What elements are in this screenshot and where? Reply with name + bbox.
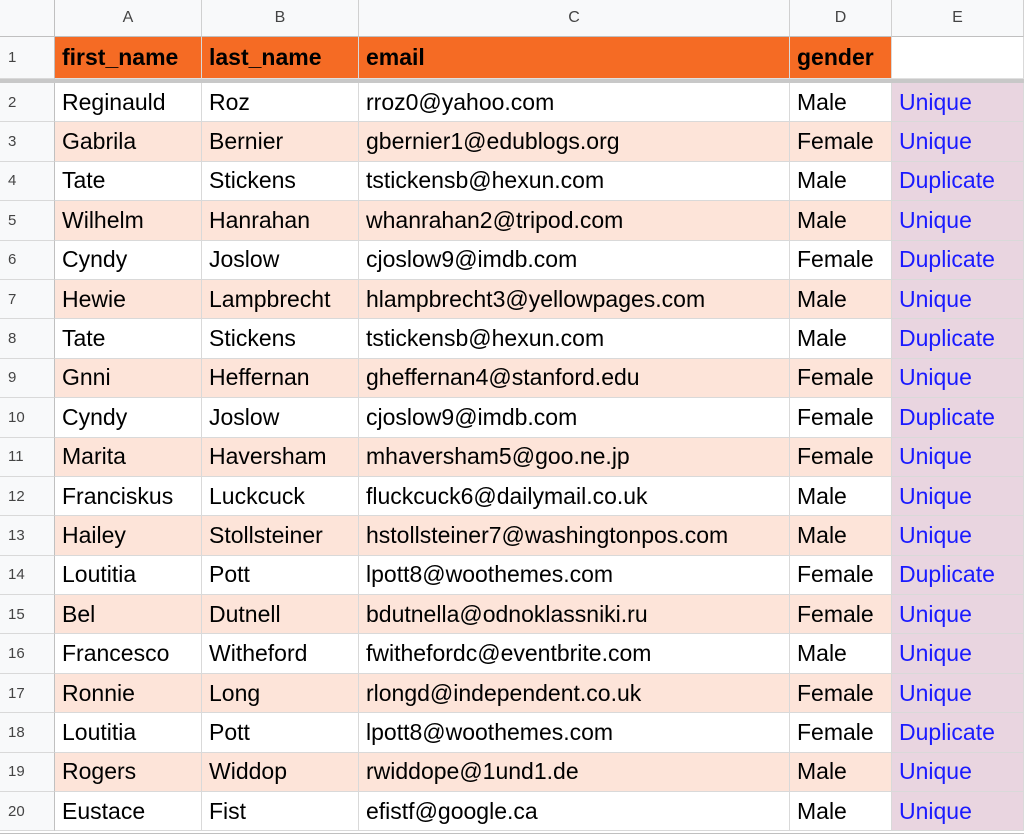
- cell-last-name[interactable]: Dutnell: [202, 595, 359, 634]
- cell-status[interactable]: Unique: [892, 792, 1024, 831]
- cell-last-name[interactable]: Bernier: [202, 122, 359, 161]
- cell-gender[interactable]: Female: [790, 556, 892, 595]
- cell-last-name[interactable]: Stollsteiner: [202, 516, 359, 555]
- cell-gender[interactable]: Male: [790, 634, 892, 673]
- cell-last-name[interactable]: Haversham: [202, 438, 359, 477]
- cell-email[interactable]: lpott8@woothemes.com: [359, 713, 790, 752]
- row-header[interactable]: 19: [0, 753, 55, 792]
- cell-email[interactable]: fwithefordc@eventbrite.com: [359, 634, 790, 673]
- header-cell-gender[interactable]: gender: [790, 37, 892, 79]
- cell-first-name[interactable]: Hewie: [55, 280, 202, 319]
- cell-status[interactable]: Unique: [892, 595, 1024, 634]
- row-header[interactable]: 9: [0, 359, 55, 398]
- cell-first-name[interactable]: Ronnie: [55, 674, 202, 713]
- cell-status[interactable]: Duplicate: [892, 713, 1024, 752]
- cell-gender[interactable]: Female: [790, 595, 892, 634]
- cell-last-name[interactable]: Lampbrecht: [202, 280, 359, 319]
- row-header[interactable]: 14: [0, 556, 55, 595]
- header-cell-e[interactable]: [892, 37, 1024, 79]
- header-cell-email[interactable]: email: [359, 37, 790, 79]
- cell-email[interactable]: cjoslow9@imdb.com: [359, 241, 790, 280]
- cell-email[interactable]: mhaversham5@goo.ne.jp: [359, 438, 790, 477]
- cell-status[interactable]: Duplicate: [892, 556, 1024, 595]
- row-header[interactable]: 12: [0, 477, 55, 516]
- cell-last-name[interactable]: Widdop: [202, 753, 359, 792]
- cell-last-name[interactable]: Joslow: [202, 241, 359, 280]
- cell-gender[interactable]: Male: [790, 477, 892, 516]
- cell-last-name[interactable]: Pott: [202, 713, 359, 752]
- column-header-a[interactable]: A: [55, 0, 202, 37]
- cell-status[interactable]: Duplicate: [892, 241, 1024, 280]
- cell-email[interactable]: lpott8@woothemes.com: [359, 556, 790, 595]
- row-header[interactable]: 8: [0, 319, 55, 358]
- column-header-d[interactable]: D: [790, 0, 892, 37]
- cell-gender[interactable]: Male: [790, 753, 892, 792]
- cell-status[interactable]: Unique: [892, 359, 1024, 398]
- cell-status[interactable]: Unique: [892, 634, 1024, 673]
- cell-last-name[interactable]: Pott: [202, 556, 359, 595]
- cell-first-name[interactable]: Tate: [55, 162, 202, 201]
- cell-last-name[interactable]: Stickens: [202, 319, 359, 358]
- cell-email[interactable]: bdutnella@odnoklassniki.ru: [359, 595, 790, 634]
- cell-email[interactable]: fluckcuck6@dailymail.co.uk: [359, 477, 790, 516]
- cell-first-name[interactable]: Cyndy: [55, 241, 202, 280]
- cell-first-name[interactable]: Francesco: [55, 634, 202, 673]
- row-header[interactable]: 2: [0, 83, 55, 122]
- cell-gender[interactable]: Female: [790, 398, 892, 437]
- cell-email[interactable]: hstollsteiner7@washingtonpos.com: [359, 516, 790, 555]
- row-header[interactable]: 16: [0, 634, 55, 673]
- cell-last-name[interactable]: Hanrahan: [202, 201, 359, 240]
- row-header[interactable]: 17: [0, 674, 55, 713]
- cell-last-name[interactable]: Stickens: [202, 162, 359, 201]
- cell-first-name[interactable]: Reginauld: [55, 83, 202, 122]
- row-header[interactable]: 10: [0, 398, 55, 437]
- row-header[interactable]: 13: [0, 516, 55, 555]
- cell-status[interactable]: Duplicate: [892, 162, 1024, 201]
- cell-first-name[interactable]: Bel: [55, 595, 202, 634]
- cell-status[interactable]: Unique: [892, 280, 1024, 319]
- cell-gender[interactable]: Male: [790, 280, 892, 319]
- cell-email[interactable]: efistf@google.ca: [359, 792, 790, 831]
- cell-first-name[interactable]: Franciskus: [55, 477, 202, 516]
- cell-gender[interactable]: Female: [790, 122, 892, 161]
- cell-gender[interactable]: Male: [790, 792, 892, 831]
- cell-last-name[interactable]: Heffernan: [202, 359, 359, 398]
- row-header[interactable]: 20: [0, 792, 55, 831]
- cell-status[interactable]: Unique: [892, 438, 1024, 477]
- cell-status[interactable]: Unique: [892, 753, 1024, 792]
- cell-status[interactable]: Unique: [892, 516, 1024, 555]
- cell-gender[interactable]: Female: [790, 241, 892, 280]
- cell-last-name[interactable]: Witheford: [202, 634, 359, 673]
- column-header-c[interactable]: C: [359, 0, 790, 37]
- cell-email[interactable]: hlampbrecht3@yellowpages.com: [359, 280, 790, 319]
- row-header[interactable]: 15: [0, 595, 55, 634]
- cell-last-name[interactable]: Long: [202, 674, 359, 713]
- column-header-b[interactable]: B: [202, 0, 359, 37]
- cell-first-name[interactable]: Gnni: [55, 359, 202, 398]
- cell-gender[interactable]: Male: [790, 516, 892, 555]
- cell-last-name[interactable]: Fist: [202, 792, 359, 831]
- cell-last-name[interactable]: Joslow: [202, 398, 359, 437]
- column-header-e[interactable]: E: [892, 0, 1024, 37]
- row-header[interactable]: 5: [0, 201, 55, 240]
- cell-status[interactable]: Duplicate: [892, 319, 1024, 358]
- cell-email[interactable]: rroz0@yahoo.com: [359, 83, 790, 122]
- cell-gender[interactable]: Female: [790, 438, 892, 477]
- header-cell-last-name[interactable]: last_name: [202, 37, 359, 79]
- cell-email[interactable]: tstickensb@hexun.com: [359, 319, 790, 358]
- cell-email[interactable]: whanrahan2@tripod.com: [359, 201, 790, 240]
- cell-status[interactable]: Unique: [892, 674, 1024, 713]
- cell-first-name[interactable]: Loutitia: [55, 713, 202, 752]
- cell-first-name[interactable]: Eustace: [55, 792, 202, 831]
- cell-status[interactable]: Unique: [892, 201, 1024, 240]
- row-header[interactable]: 11: [0, 438, 55, 477]
- cell-email[interactable]: cjoslow9@imdb.com: [359, 398, 790, 437]
- cell-last-name[interactable]: Luckcuck: [202, 477, 359, 516]
- cell-email[interactable]: tstickensb@hexun.com: [359, 162, 790, 201]
- cell-email[interactable]: rlongd@independent.co.uk: [359, 674, 790, 713]
- cell-gender[interactable]: Female: [790, 674, 892, 713]
- cell-first-name[interactable]: Tate: [55, 319, 202, 358]
- cell-email[interactable]: gheffernan4@stanford.edu: [359, 359, 790, 398]
- cell-status[interactable]: Duplicate: [892, 398, 1024, 437]
- cell-gender[interactable]: Male: [790, 162, 892, 201]
- cell-first-name[interactable]: Loutitia: [55, 556, 202, 595]
- cell-last-name[interactable]: Roz: [202, 83, 359, 122]
- cell-first-name[interactable]: Hailey: [55, 516, 202, 555]
- row-header[interactable]: 4: [0, 162, 55, 201]
- cell-first-name[interactable]: Gabrila: [55, 122, 202, 161]
- cell-first-name[interactable]: Cyndy: [55, 398, 202, 437]
- row-header[interactable]: 6: [0, 241, 55, 280]
- row-header[interactable]: 3: [0, 122, 55, 161]
- cell-gender[interactable]: Female: [790, 359, 892, 398]
- row-header-1[interactable]: 1: [0, 37, 55, 79]
- cell-email[interactable]: gbernier1@edublogs.org: [359, 122, 790, 161]
- cell-gender[interactable]: Male: [790, 201, 892, 240]
- row-header[interactable]: 7: [0, 280, 55, 319]
- cell-first-name[interactable]: Wilhelm: [55, 201, 202, 240]
- cell-gender[interactable]: Female: [790, 713, 892, 752]
- cell-gender[interactable]: Male: [790, 83, 892, 122]
- cell-email[interactable]: rwiddope@1und1.de: [359, 753, 790, 792]
- cell-status[interactable]: Unique: [892, 83, 1024, 122]
- cell-first-name[interactable]: Rogers: [55, 753, 202, 792]
- cell-gender[interactable]: Male: [790, 319, 892, 358]
- header-cell-first-name[interactable]: first_name: [55, 37, 202, 79]
- cell-first-name[interactable]: Marita: [55, 438, 202, 477]
- cell-status[interactable]: Unique: [892, 122, 1024, 161]
- row-header[interactable]: 18: [0, 713, 55, 752]
- cell-status[interactable]: Unique: [892, 477, 1024, 516]
- select-all-corner[interactable]: [0, 0, 55, 37]
